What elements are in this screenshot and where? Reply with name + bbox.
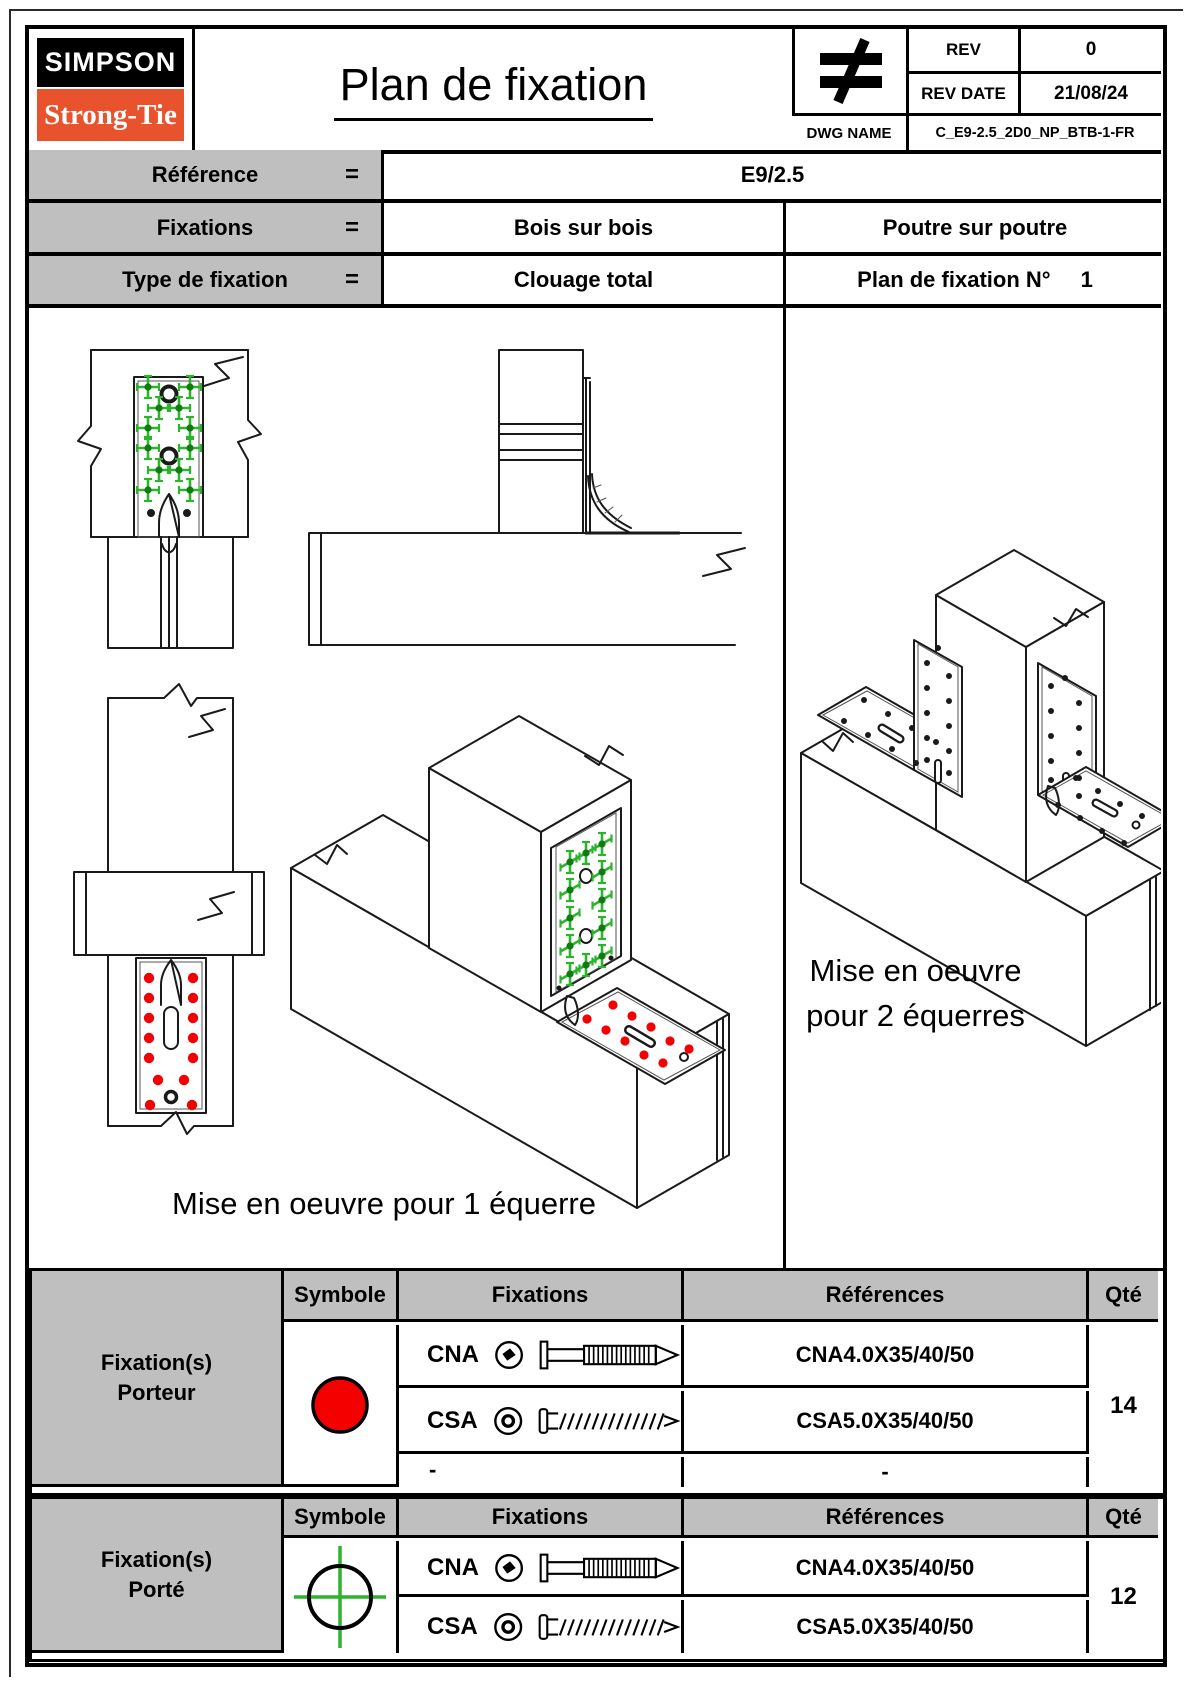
dwg-name-label: DWG NAME — [792, 113, 906, 150]
fixation-row-cna — [399, 1325, 684, 1388]
caption-two-brackets — [798, 948, 1033, 1038]
reference-value: E9/2.5 — [740, 161, 805, 187]
csa-head-icon — [492, 1610, 524, 1644]
reference-label — [29, 150, 384, 199]
group-label-porte — [32, 1499, 284, 1653]
cna-head-icon — [493, 1338, 525, 1372]
header-fixations: Fixations — [399, 1499, 684, 1538]
rev-date-label: REV DATE — [906, 71, 1018, 113]
fixations-row — [29, 203, 1161, 256]
fixation-row-cna — [399, 1541, 684, 1597]
equals-sign: = — [344, 266, 359, 293]
header-fixations: Fixations — [399, 1271, 684, 1322]
caption-two-line2: pour 2 équerres — [806, 998, 1025, 1033]
drawing-one-bracket — [29, 308, 783, 1268]
plan-number-label: Plan de fixation N° — [857, 267, 1051, 292]
reference-cna: CNA4.0X35/40/50 — [684, 1325, 1089, 1388]
title-block — [29, 29, 1161, 154]
logo — [29, 29, 195, 150]
group-label-porteur — [32, 1271, 284, 1487]
panel-two-brackets — [783, 308, 1161, 1268]
fixation-table-porteur — [29, 1268, 1167, 1496]
csa-head-icon — [492, 1404, 524, 1438]
logo-simpson: SIMPSON — [37, 38, 184, 87]
caption-two-line1: Mise en oeuvre — [809, 953, 1022, 988]
equals-sign: = — [344, 160, 359, 188]
group-label-line1: Fixation(s) — [100, 1349, 213, 1375]
logo-strongtie: Strong-Tie — [37, 89, 184, 141]
not-equal-icon — [792, 29, 906, 113]
fixation-name: CSA — [427, 1612, 478, 1640]
fixation-name: CNA — [427, 1341, 479, 1368]
symbol-porteur-cell — [284, 1325, 399, 1487]
type-fixation-label-text: Type de fixation — [122, 267, 288, 292]
fixation-table-porte — [29, 1496, 1167, 1662]
header-symbole: Symbole — [284, 1499, 399, 1538]
porte-symbol-icon — [286, 1542, 394, 1652]
cna-nail-icon — [539, 1550, 681, 1586]
symbol-porte-cell — [284, 1541, 399, 1653]
fixation-name: CSA — [427, 1407, 478, 1434]
fixation-row-csa — [399, 1600, 684, 1653]
header-symbole: Symbole — [284, 1271, 399, 1322]
header-references: Références — [684, 1499, 1089, 1538]
csa-screw-icon — [538, 1403, 681, 1439]
fixations-value-left: Bois sur bois — [513, 214, 654, 240]
group-label-line1: Fixation(s) — [100, 1546, 213, 1572]
plan-number-value: 1 — [1080, 267, 1093, 292]
equals-sign: = — [344, 213, 359, 241]
qty-porte: 12 — [1089, 1541, 1158, 1653]
fixations-value-right: Poutre sur poutre — [783, 203, 1164, 252]
reference-label-text: Référence — [151, 161, 259, 187]
type-fixation-row — [29, 256, 1161, 308]
header-references: Références — [684, 1271, 1089, 1322]
plan-number-cell — [783, 256, 1164, 304]
drawing-area — [29, 308, 1161, 1268]
caption-one-bracket: Mise en oeuvre pour 1 équerre — [172, 1186, 596, 1221]
page-title: Plan de fixation — [334, 59, 654, 121]
type-fixation-value: Clouage total — [513, 267, 654, 292]
fixations-label — [29, 203, 384, 252]
type-fixation-label — [29, 256, 384, 304]
fixation-row-empty: - — [399, 1457, 684, 1487]
group-label-line2: Porté — [128, 1576, 185, 1602]
reference-table — [29, 150, 1161, 308]
reference-empty: - — [684, 1457, 1089, 1487]
reference-cna: CNA4.0X35/40/50 — [684, 1541, 1089, 1597]
header-qty: Qté — [1089, 1499, 1158, 1538]
fixation-row-csa — [399, 1391, 684, 1454]
reference-csa: CSA5.0X35/40/50 — [684, 1600, 1089, 1653]
header-qty: Qté — [1089, 1271, 1158, 1322]
fixations-label-text: Fixations — [156, 214, 254, 240]
fixation-name: CNA — [427, 1553, 479, 1581]
porteur-symbol-icon — [305, 1370, 375, 1440]
rev-date-value: 21/08/24 — [1018, 71, 1161, 113]
reference-row — [29, 150, 1161, 203]
dwg-name-value: C_E9-2.5_2D0_NP_BTB-1-FR — [906, 113, 1161, 150]
revision-block — [792, 29, 1161, 150]
qty-porteur: 14 — [1089, 1325, 1158, 1487]
reference-csa: CSA5.0X35/40/50 — [684, 1391, 1089, 1454]
panel-one-bracket — [29, 308, 783, 1268]
title-cell — [195, 29, 792, 150]
csa-screw-icon — [538, 1609, 681, 1645]
group-label-line2: Porteur — [117, 1379, 196, 1405]
rev-label: REV — [906, 29, 1018, 71]
cna-nail-icon — [539, 1337, 681, 1373]
cna-head-icon — [493, 1551, 525, 1585]
rev-value: 0 — [1018, 29, 1161, 71]
drawing-two-brackets — [786, 308, 1161, 1268]
